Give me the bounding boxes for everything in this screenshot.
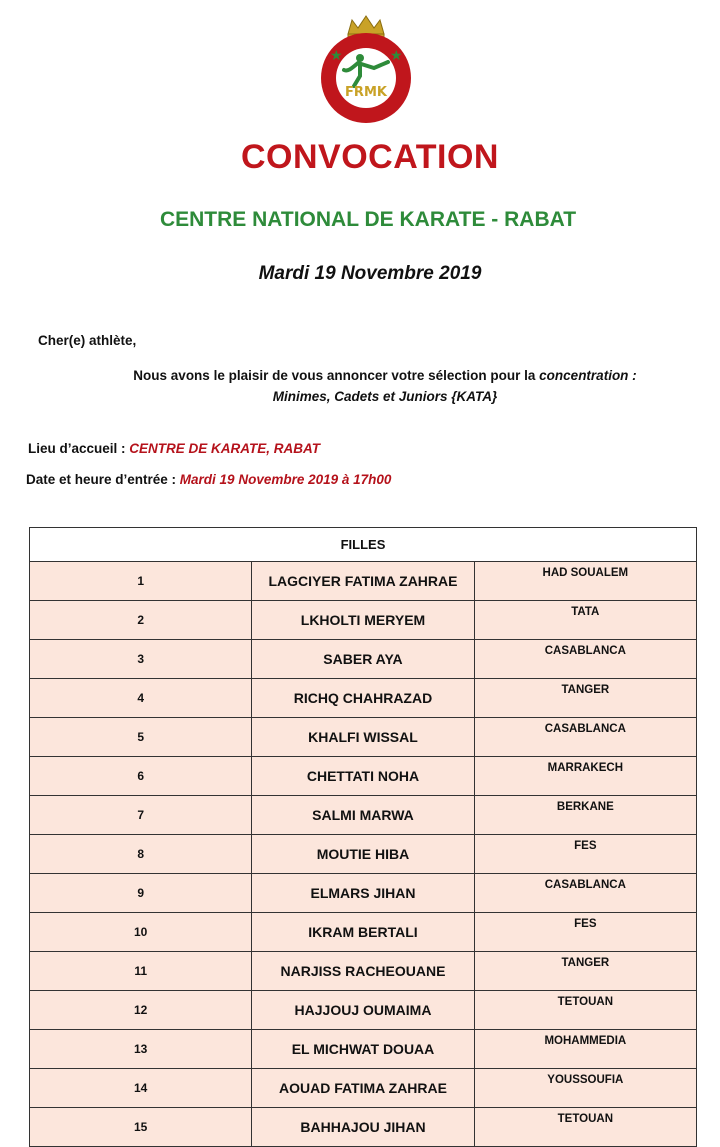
athlete-city: CASABLANCA [474,874,696,913]
athlete-name: BAHHAJOU JIHAN [252,1108,474,1147]
table-row [30,913,697,952]
row-number: 4 [30,679,252,718]
venue-subtitle: CENTRE NATIONAL DE KARATE - RABAT [159,208,577,231]
table-row [30,1108,697,1147]
row-number: 10 [30,913,252,952]
athlete-city: FES [474,913,696,952]
table-row [30,562,697,601]
table-row [30,679,697,718]
athletes-table [29,527,697,1147]
document-title: CONVOCATION [241,138,499,176]
row-number: 2 [30,601,252,640]
event-date: Mardi 19 Novembre 2019 [258,263,482,284]
athlete-city: TANGER [474,952,696,991]
table-row [30,991,697,1030]
table-row [30,757,697,796]
athlete-city: TETOUAN [474,1108,696,1147]
athlete-city: YOUSSOUFIA [474,1069,696,1108]
venue-label: Lieu d’accueil : [28,441,130,456]
athlete-city: CASABLANCA [474,640,696,679]
logo-emblem-icon [308,10,424,126]
svg-text:FRMK: FRMK [345,85,387,100]
athlete-name: EL MICHWAT DOUAA [252,1030,474,1069]
athlete-name: LAGCIYER FATIMA ZAHRAE [252,562,474,601]
row-number: 11 [30,952,252,991]
athlete-city: TANGER [474,679,696,718]
athlete-name: LKHOLTI MERYEM [252,601,474,640]
athlete-name: NARJISS RACHEOUANE [252,952,474,991]
announcement-emphasis: concentration : [539,368,637,383]
row-number: 13 [30,1030,252,1069]
athlete-city: TATA [474,601,696,640]
table-row [30,874,697,913]
table-row [30,640,697,679]
row-number: 5 [30,718,252,757]
athlete-name: RICHQ CHAHRAZAD [252,679,474,718]
table-heading: FILLES [30,528,697,562]
federation-logo [308,10,424,126]
table-row [30,601,697,640]
athlete-name: AOUAD FATIMA ZAHRAE [252,1069,474,1108]
athlete-name: ELMARS JIHAN [252,874,474,913]
athlete-city: CASABLANCA [474,718,696,757]
table-row [30,952,697,991]
athlete-name: MOUTIE HIBA [252,835,474,874]
athlete-city: HAD SOUALEM [474,562,696,601]
categories-line: Minimes, Cadets et Juniors {KATA} [272,389,498,404]
row-number: 1 [30,562,252,601]
venue-value: CENTRE DE KARATE, RABAT [129,441,321,456]
athlete-city: FES [474,835,696,874]
venue-info [28,441,320,456]
row-number: 15 [30,1108,252,1147]
row-number: 7 [30,796,252,835]
greeting-text: Cher(e) athlète, [38,333,137,348]
athlete-name: SABER AYA [252,640,474,679]
entry-info [26,472,391,487]
announcement-line [0,368,720,383]
table-row [30,796,697,835]
svg-text:★: ★ [390,48,403,64]
svg-text:★: ★ [330,48,343,64]
table-row [30,718,697,757]
entry-value: Mardi 19 Novembre 2019 à 17h00 [179,472,392,487]
announcement-text: Nous avons le plaisir de vous annoncer votre sélection pour la [133,368,540,383]
athlete-name: HAJJOUJ OUMAIMA [252,991,474,1030]
entry-label: Date et heure d’entrée : [26,472,180,487]
table-row [30,835,697,874]
athlete-name: CHETTATI NOHA [252,757,474,796]
table-row [30,1069,697,1108]
row-number: 9 [30,874,252,913]
athlete-city: BERKANE [474,796,696,835]
athlete-city: MOHAMMEDIA [474,1030,696,1069]
athlete-name: SALMI MARWA [252,796,474,835]
athlete-name: IKRAM BERTALI [252,913,474,952]
row-number: 8 [30,835,252,874]
row-number: 12 [30,991,252,1030]
athlete-city: TETOUAN [474,991,696,1030]
row-number: 14 [30,1069,252,1108]
athlete-name: KHALFI WISSAL [252,718,474,757]
table-row [30,1030,697,1069]
athlete-city: MARRAKECH [474,757,696,796]
row-number: 3 [30,640,252,679]
row-number: 6 [30,757,252,796]
